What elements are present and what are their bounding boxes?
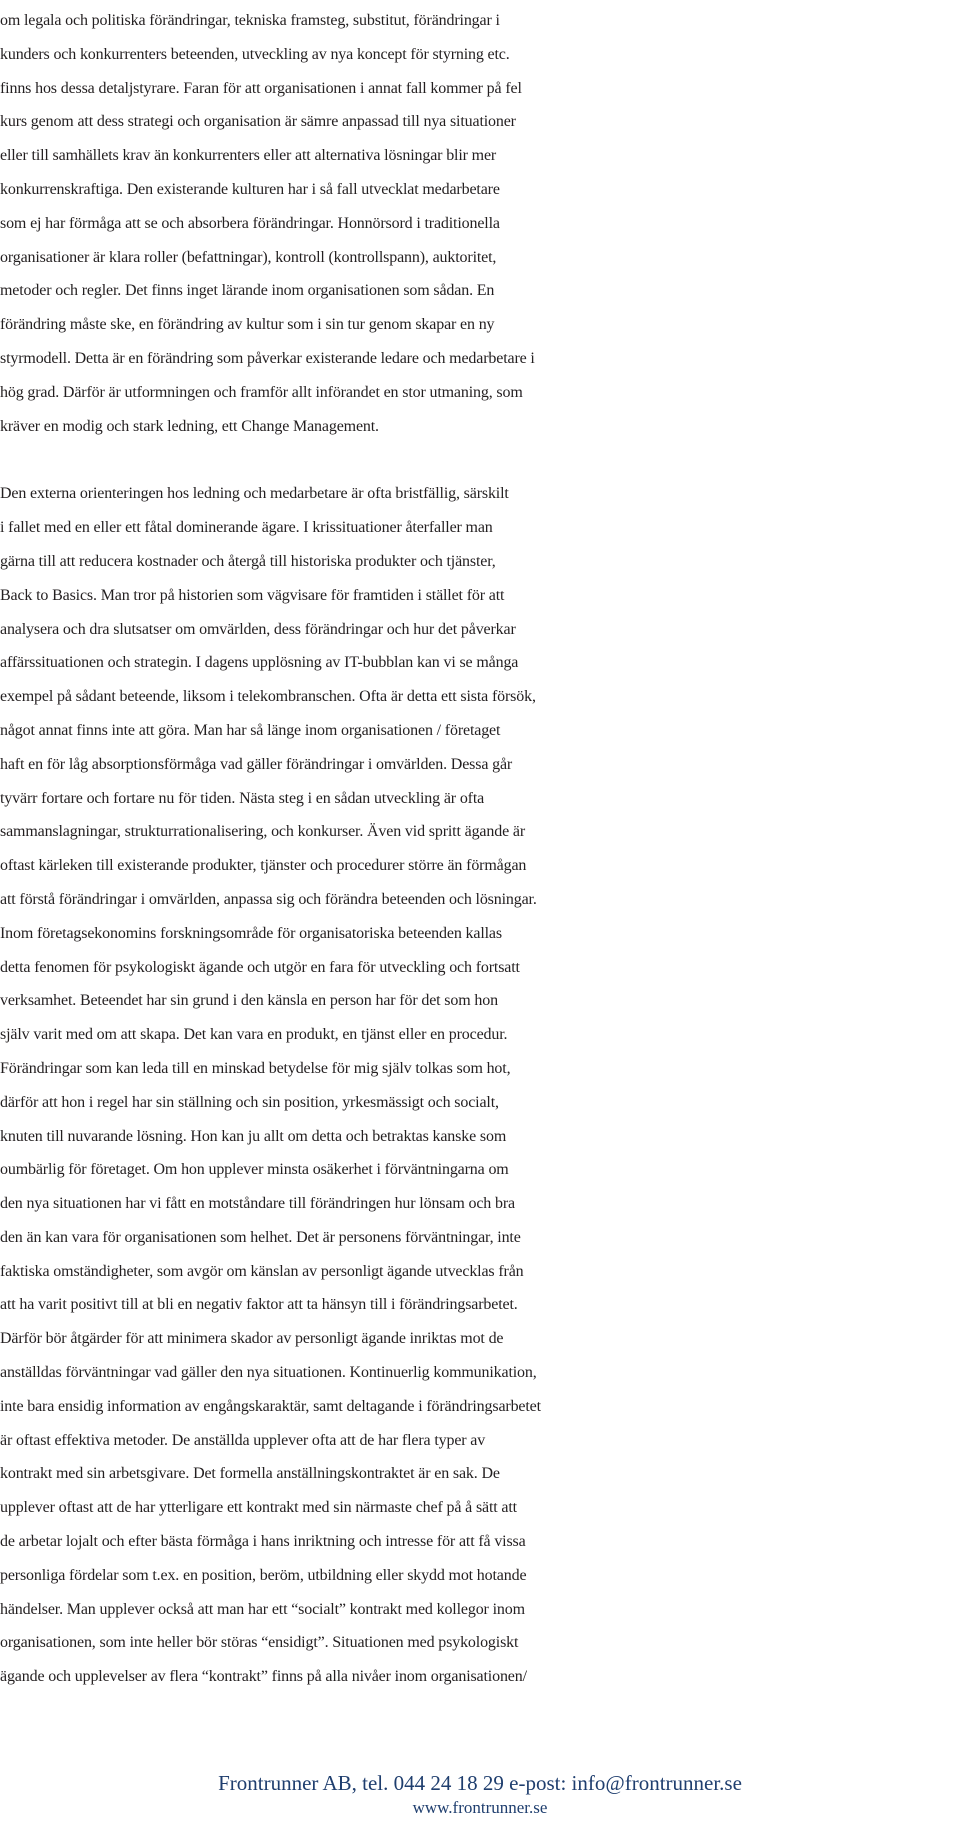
text-line: exempel på sådant beteende, liksom i telekombranschen. Ofta är detta ett sista försök, bbox=[0, 688, 536, 706]
text-line: inte bara ensidig information av engångskaraktär, samt deltagande i förändringsarbetet bbox=[0, 1397, 541, 1415]
text-line: de arbetar lojalt och efter bästa förmåga i hans inriktning och intresse för att få vissa bbox=[0, 1533, 526, 1551]
footer-contact: Frontrunner AB, tel. 044 24 18 29 e-post: info@frontrunner.se bbox=[218, 1771, 742, 1795]
text-line: ägande och upplevelser av flera “kontrakt” finns på alla nivåer inom organisationen/ bbox=[0, 1668, 527, 1686]
text-line: anställdas förväntningar vad gäller den nya situationen. Kontinuerlig kommunikation, bbox=[0, 1364, 537, 1382]
text-line: Den externa orienteringen hos ledning och medarbetare är ofta bristfällig, särskilt bbox=[0, 485, 509, 503]
text-line: konkurrenskraftiga. Den existerande kulturen har i så fall utvecklat medarbetare bbox=[0, 180, 500, 198]
text-line: eller till samhällets krav än konkurrenters eller att alternativa lösningar blir mer bbox=[0, 147, 497, 165]
text-line: om legala och politiska förändringar, tekniska framsteg, substitut, förändringar i bbox=[0, 12, 500, 29]
text-line: personliga fördelar som t.ex. en position, beröm, utbildning eller skydd mot hotande bbox=[0, 1566, 527, 1584]
text-line: affärssituationen och strategin. I dagens upplösning av IT-bubblan kan vi se många bbox=[0, 654, 519, 672]
text-line: Därför bör åtgärder för att minimera skador av personligt ägande inriktas mot de bbox=[0, 1330, 504, 1348]
text-line: förändring måste ske, en förändring av kultur som i sin tur genom skapar en ny bbox=[0, 316, 495, 334]
text-line: oftast kärleken till existerande produkter, tjänster och procedurer större än förmågan bbox=[0, 857, 527, 875]
text-line: som ej har förmåga att se och absorbera förändringar. Honnörsord i traditionella bbox=[0, 214, 500, 232]
paragraph bbox=[0, 4, 960, 443]
text-line: Förändringar som kan leda till en minskad betydelse för mig själv tolkas som hot, bbox=[0, 1059, 511, 1077]
text-line: kontrakt med sin arbetsgivare. Det formella anställningskontraktet är en sak. De bbox=[0, 1465, 500, 1483]
text-line: verksamhet. Beteendet har sin grund i den känsla en person har för det som hon bbox=[0, 992, 498, 1010]
text-line: i fallet med en eller ett fåtal dominerande ägare. I krissituationer återfaller man bbox=[0, 519, 493, 537]
text-line: är oftast effektiva metoder. De anställda upplever ofta att de har flera typer av bbox=[0, 1431, 486, 1449]
text-line: haft en för låg absorptionsförmåga vad gäller förändringar i omvärlden. Dessa går bbox=[0, 755, 513, 773]
text-line: att ha varit positivt till at bli en negativ faktor att ta hänsyn till i förändringsarbetet. bbox=[0, 1296, 518, 1314]
text-line: kurs genom att dess strategi och organisation är sämre anpassad till nya situationer bbox=[0, 113, 516, 131]
text-line: organisationer är klara roller (befattningar), kontroll (kontrollspann), auktoritet, bbox=[0, 248, 497, 266]
text-line: knuten till nuvarande lösning. Hon kan ju allt om detta och betraktas kanske som bbox=[0, 1127, 507, 1145]
text-line: faktiska omständigheter, som avgör om känslan av personligt ägande utvecklas från bbox=[0, 1262, 524, 1280]
text-line: att förstå förändringar i omvärlden, anpassa sig och förändra beteenden och lösningar. bbox=[0, 890, 537, 908]
text-line: något annat finns inte att göra. Man har så länge inom organisationen / företaget bbox=[0, 721, 501, 739]
body-text bbox=[0, 4, 960, 1694]
text-line: tyvärr fortare och fortare nu för tiden. Nästa steg i en sådan utveckling är ofta bbox=[0, 789, 485, 807]
text-line: organisationen, som inte heller bör störas “ensidigt”. Situationen med psykologiskt bbox=[0, 1634, 519, 1652]
text-line: styrmodell. Detta är en förändring som påverkar existerande ledare och medarbetare i bbox=[0, 349, 535, 367]
text-line: själv varit med om att skapa. Det kan vara en produkt, en tjänst eller en procedur. bbox=[0, 1026, 508, 1044]
text-line: detta fenomen för psykologiskt ägande och utgör en fara för utveckling och fortsatt bbox=[0, 958, 520, 976]
text-line: kunders och konkurrenters beteenden, utveckling av nya koncept för styrning etc. bbox=[0, 45, 510, 63]
footer-website: www.frontrunner.se bbox=[412, 1798, 548, 1817]
text-line: finns hos dessa detaljstyrare. Faran för att organisationen i annat fall kommer på fel bbox=[0, 79, 522, 97]
text-line: Inom företagsekonomins forskningsområde för organisatoriska beteenden kallas bbox=[0, 924, 502, 942]
text-line: metoder och regler. Det finns inget lärande inom organisationen som sådan. En bbox=[0, 282, 495, 300]
text-line: den än kan vara för organisationen som helhet. Det är personens förväntningar, inte bbox=[0, 1228, 521, 1246]
text-line: upplever oftast att de har ytterligare ett kontrakt med sin närmaste chef på å sätt att bbox=[0, 1499, 517, 1517]
text-line: därför att hon i regel har sin ställning och sin position, yrkesmässigt och socialt, bbox=[0, 1093, 499, 1111]
text-line: kräver en modig och stark ledning, ett Change Management. bbox=[0, 417, 379, 435]
paragraph bbox=[0, 477, 960, 1694]
text-line: analysera och dra slutsatser om omvärlden, dess förändringar och hur det påverkar bbox=[0, 620, 516, 638]
text-line: gärna till att reducera kostnader och återgå till historiska produkter och tjänster, bbox=[0, 552, 496, 570]
text-line: hög grad. Därför är utformningen och framför allt införandet en stor utmaning, som bbox=[0, 383, 523, 401]
text-line: händelser. Man upplever också att man har ett “socialt” kontrakt med kollegor inom bbox=[0, 1600, 525, 1618]
text-line: oumbärlig för företaget. Om hon upplever minsta osäkerhet i förväntningarna om bbox=[0, 1161, 509, 1179]
text-line: sammanslagningar, strukturrationalisering, och konkurser. Även vid spritt ägande är bbox=[0, 823, 525, 841]
text-line: den nya situationen har vi fått en motståndare till förändringen hur lönsam och bra bbox=[0, 1195, 515, 1213]
text-line: Back to Basics. Man tror på historien som vägvisare för framtiden i stället för att bbox=[0, 586, 505, 604]
